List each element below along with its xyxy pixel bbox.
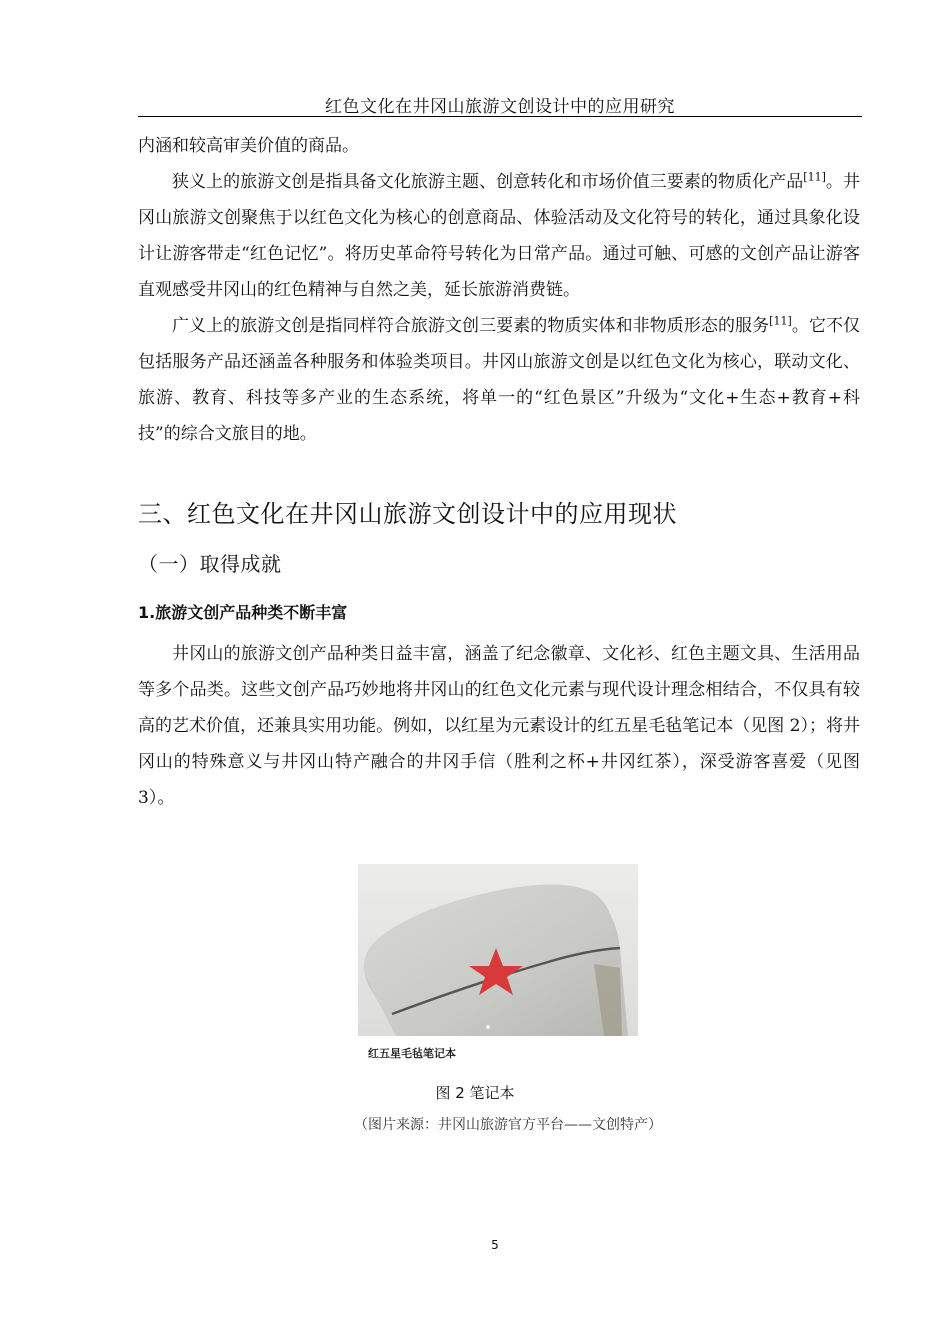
header-divider <box>138 116 862 117</box>
page-number: 5 <box>491 1238 499 1252</box>
figure-source: （图片来源：井冈山旅游官方平台——文创特产） <box>354 1117 662 1133</box>
body-text-top <box>138 128 860 452</box>
paragraph-narrow-definition <box>138 164 860 308</box>
paragraph-text: 。井冈山旅游文创聚焦于以红色文化为核心的创意商品、体验活动及文化符号的转化，通过具象化设计让游客带走“红色记忆”。将历史革命符号转化为日常产品。通过可触、可感的文创产品让游客直观感受井冈山的红色精神与自然之美，延长旅游消费链。 <box>138 172 860 300</box>
citation-ref: [11] <box>769 314 792 328</box>
citation-ref: [11] <box>803 170 826 184</box>
running-title: 红色文化在井冈山旅游文创设计中的应用研究 <box>325 97 675 117</box>
section-heading: 三、红色文化在井冈山旅游文创设计中的应用现状 <box>138 500 677 528</box>
paragraph-continuation: 内涵和较高审美价值的商品。 <box>138 136 359 156</box>
paragraph-text: 广义上的旅游文创是指同样符合旅游文创三要素的物质实体和非物质形态的服务 <box>172 316 770 336</box>
figure-notebook-photo <box>358 864 638 1036</box>
body-text-bottom <box>138 636 860 816</box>
notebook-illustration <box>358 864 638 1036</box>
carousel-dot-icon <box>486 1025 490 1029</box>
subsection-heading: （一）取得成就 <box>138 552 282 576</box>
figure-caption: 图 2 笔记本 <box>435 1084 515 1102</box>
paragraph-broad-definition <box>138 308 860 452</box>
item-heading: 1.旅游文创产品种类不断丰富 <box>138 603 348 622</box>
paragraph-products: 井冈山的旅游文创产品种类日益丰富，涵盖了纪念徽章、文化衫、红色主题文具、生活用品等多个品类。这些文创产品巧妙地将井冈山的红色文化元素与现代设计理念相结合，不仅具有较高的艺术价值，还兼具实用功能。例如，以红星为元素设计的红五星毛毡笔记本（见图 2）；将井冈山的特殊意义与井冈山特产融合的井冈手信（胜利之杯+井冈红茶），深受游客喜爱（见图 3）。 <box>138 644 860 808</box>
image-label: 红五星毛毡笔记本 <box>368 1047 456 1060</box>
paragraph-text: 。它不仅包括服务产品还涵盖各种服务和体验类项目。井冈山旅游文创是以红色文化为核心，联动文化、旅游、教育、科技等多产业的生态系统，将单一的“红色景区”升级为“文化+生态+教育+科技”的综合文旅目的地。 <box>138 316 861 444</box>
paragraph-text: 狭义上的旅游文创是指具备文化旅游主题、创意转化和市场价值三要素的物质化产品 <box>172 172 804 192</box>
